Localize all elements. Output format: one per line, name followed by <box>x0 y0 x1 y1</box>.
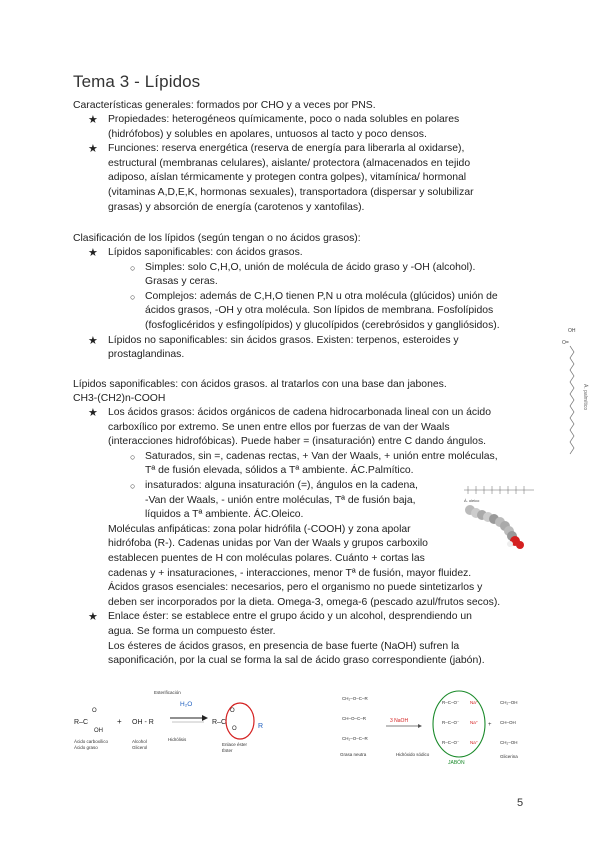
line: insaturados: alguna insaturación (=), ángulos en la cadena, <box>145 479 418 491</box>
line: (fosfoglicéridos y esfingolípidos) y glucolípidos (cerebrósidos y gangliósidos). <box>145 319 500 331</box>
classification-heading: Clasificación de los lípidos (según tengan o no ácidos grasos): <box>73 233 361 244</box>
sodium-ion: Na⁺ <box>470 700 479 705</box>
svg-text:CH₂–O–C–R: CH₂–O–C–R <box>342 696 368 701</box>
oleic-label: Á. oleico <box>464 498 480 503</box>
star-bullet-icon: ★ <box>88 334 98 347</box>
list-item <box>73 142 513 215</box>
line: hidrófoba (R-). Cadenas unidas por Van der Waals y grupos carboxilo <box>108 538 428 550</box>
list-item <box>73 406 533 450</box>
line: deben ser incorporados por la dieta. Omega-3, omega-6 (pescado azul/frutos secos). <box>108 596 501 608</box>
line: prostaglandinas. <box>108 349 185 361</box>
list-item <box>73 246 533 261</box>
svg-text:CH₂–O–C–R: CH₂–O–C–R <box>342 736 368 741</box>
svg-text:R–C–O⁻: R–C–O⁻ <box>442 720 460 725</box>
base-label: 3 NaOH <box>390 718 409 724</box>
page-number: 5 <box>517 797 524 809</box>
general-list <box>73 113 513 215</box>
alcohol-sub-label: Glicerol <box>132 745 148 750</box>
circle-bullet-icon: ○ <box>130 262 136 273</box>
svg-text:Na⁺: Na⁺ <box>470 720 479 725</box>
acid-sub-label: Ácido graso <box>74 745 98 750</box>
line: Lípidos saponificables: con ácidos grasos. <box>108 247 303 258</box>
saponifiable-heading: Lípidos saponificables: con ácidos grasos. al tratarlos con una base dan jabones. <box>73 379 447 390</box>
product-label: Enlace éster <box>222 742 248 747</box>
classification-list <box>73 246 533 363</box>
star-bullet-icon: ★ <box>88 247 98 259</box>
svg-text:R–C–O⁻: R–C–O⁻ <box>442 700 460 705</box>
svg-text:CH–OH: CH–OH <box>500 720 516 725</box>
line: cadenas y + insaturaciones, - interacciones, menor Tª de fusión, mayor fluidez. <box>108 567 472 579</box>
svg-text:O: O <box>230 708 235 714</box>
fatty-acid-formula: CH3-(CH2)n-COOH <box>73 393 166 404</box>
fat-label: Grasa neutra <box>340 752 367 757</box>
list-item <box>73 334 533 363</box>
svg-text:O=: O= <box>562 340 569 346</box>
line: adiposo, aíslan térmicamente y protegen contra golpes), vitamínica/ hormonal <box>108 172 467 184</box>
svg-text:R: R <box>258 723 264 730</box>
star-bullet-icon: ★ <box>88 407 98 419</box>
circle-bullet-icon: ○ <box>130 451 136 462</box>
sub-list-item <box>73 261 533 290</box>
glycerin-label: Glicerina <box>500 754 518 759</box>
circle-bullet-icon: ○ <box>130 480 136 491</box>
svg-text:O: O <box>92 708 97 714</box>
ester-paragraph <box>73 640 533 669</box>
svg-text:CH₂–OH: CH₂–OH <box>500 700 518 705</box>
line: -Van der Waals, - unión entre moléculas, Tª de fusión baja, <box>145 494 416 506</box>
product-sub-label: Éster <box>222 748 233 753</box>
saponification-figure <box>338 686 543 766</box>
svg-text:R–C: R–C <box>74 719 89 726</box>
star-bullet-icon: ★ <box>88 143 98 156</box>
palmitic-acid-figure <box>552 322 592 460</box>
list-item <box>73 610 533 639</box>
svg-text:O: O <box>232 726 237 732</box>
line: (hidrófobos) y solubles en apolares, untuosos al tacto y poco densos. <box>108 128 427 140</box>
svg-text:OH: OH <box>94 728 103 734</box>
circle-bullet-icon: ○ <box>130 291 136 302</box>
ester-reaction-figure <box>72 686 287 756</box>
line: líquidos a Tª ambiente. ÁC.Oleico. <box>145 509 304 521</box>
line: Funciones: reserva energética (reserva de energía para liberarla al oxidarse), <box>108 143 465 155</box>
star-bullet-icon: ★ <box>88 611 98 624</box>
line: Los ácidos grasos: ácidos orgánicos de cadena hidrocarbonada lineal con un ácido <box>108 407 491 418</box>
line: Tª de fusión elevada, sólidos a Tª ambiente. ÁC.Palmítico. <box>145 465 414 477</box>
page-title: Tema 3 - Lípidos <box>73 72 201 91</box>
svg-text:CH₂–OH: CH₂–OH <box>500 740 518 745</box>
water-label: H₂O <box>180 701 193 708</box>
line: Complejos: además de C,H,O tienen P,N u otra molécula (glúcidos) unión de <box>145 290 498 302</box>
line: Los ésteres de ácidos grasos, en presencia de base fuerte (NaOH) sufren la <box>108 640 460 652</box>
alcohol-label: Alcohol <box>132 739 147 744</box>
svg-text:R–C: R–C <box>212 719 227 726</box>
line: (interacciones hidrofóbicas). Puede haber = (insaturación) entre C dando ángulos. <box>108 436 487 448</box>
soap-label: JABÓN <box>448 760 465 766</box>
svg-text:+: + <box>117 717 122 726</box>
line: Lípidos no saponificables: sin ácidos grasos. Existen: terpenos, esteroides y <box>108 334 459 346</box>
svg-text:Na⁺: Na⁺ <box>470 740 479 745</box>
palmitic-label: Á. palmítico <box>582 384 588 411</box>
line: establecen puentes de H con moléculas polares. Cuánto + cortas las <box>108 552 425 564</box>
arrow-top-label: Esterificación <box>154 690 181 695</box>
acid-label: Ácido carboxílico <box>74 739 109 744</box>
svg-text:Hidróxido sódico: Hidróxido sódico <box>396 752 430 757</box>
oleic-acid-figure <box>462 482 538 552</box>
svg-text:+: + <box>488 722 492 728</box>
sub-list-item <box>73 290 533 334</box>
line: carboxílico por extremo. Se unen entre ellos por fuerzas de van der Waals <box>108 421 450 433</box>
line: ácidos grasos, -OH y otra molécula. Son lípidos de membrana. Fosfolípidos <box>145 305 494 317</box>
line: saponificación, por la cual se forma la sal de ácido graso correspondiente (jabón). <box>108 655 485 667</box>
alcohol-formula: OH - R <box>132 719 154 726</box>
line: Simples: solo C,H,O, unión de molécula de ácido graso y -OH (alcohol). <box>145 261 476 273</box>
line: (vitaminas A,D,E,K, hormonas sexuales), transportadora (dispersar y solubilizar <box>108 186 474 198</box>
star-bullet-icon: ★ <box>88 114 98 126</box>
line: grasas) y absorción de energía (carotenos y xantofilas). <box>108 201 365 213</box>
svg-text:OH: OH <box>568 328 576 334</box>
line: Moléculas anfipáticas: zona polar hidrófila (-COOH) y zona apolar <box>108 523 411 535</box>
svg-text:CH–O–C–R: CH–O–C–R <box>342 716 367 721</box>
line: Grasas y ceras. <box>145 276 218 288</box>
line: estructural (membranas celulares), aislante/ protectora (almacenados en tejido <box>108 157 471 169</box>
line: Ácidos grasos esenciales: necesarios, pero el organismo no puede sintetizarlos y <box>108 582 483 594</box>
intro-paragraph: Características generales: formados por CHO y a veces por PNS. <box>73 100 376 111</box>
arrow-bottom-label: Hidrólisis <box>168 737 187 742</box>
list-item <box>73 113 513 142</box>
line: Enlace éster: se establece entre el grupo ácido y un alcohol, desprendiendo un <box>108 611 472 623</box>
sub-list-item <box>73 450 533 479</box>
line: Propiedades: heterogéneos químicamente, poco o nada solubles en polares <box>108 114 460 125</box>
line: agua. Se forma un compuesto éster. <box>108 625 276 637</box>
line: Saturados, sin =, cadenas rectas, + Van der Waals, + unión entre moléculas, <box>145 450 498 462</box>
svg-text:R–C–O⁻: R–C–O⁻ <box>442 740 460 745</box>
